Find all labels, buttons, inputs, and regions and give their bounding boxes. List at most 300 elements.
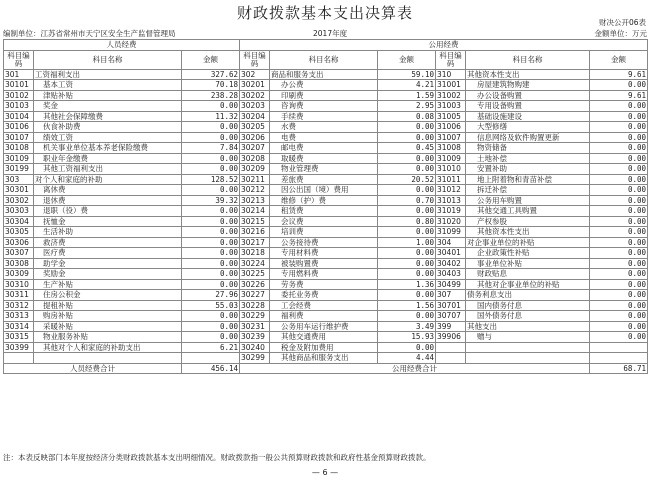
name-cell: 生活补助 — [34, 227, 182, 238]
name-cell: 专用材料费 — [270, 248, 378, 259]
amount-cell: 0.00 — [378, 290, 436, 301]
code-cell: 30301 — [4, 185, 34, 196]
name-cell: 助学金 — [34, 258, 182, 269]
name-cell: 土地补偿 — [466, 153, 590, 164]
code-cell: 30109 — [4, 153, 34, 164]
code-cell: 30226 — [240, 279, 270, 290]
table-row — [4, 195, 648, 206]
code-cell: 30310 — [4, 279, 34, 290]
amount-cell: 0.00 — [590, 321, 648, 332]
code-cell: 30214 — [240, 206, 270, 217]
amount-cell: 9.61 — [590, 90, 648, 101]
name-cell: 伙食补助费 — [34, 122, 182, 133]
code-cell: 30299 — [240, 353, 270, 364]
public-header: 公用经费 — [240, 40, 648, 51]
code-cell: 30707 — [436, 311, 466, 322]
amount-cell: 0.00 — [590, 227, 648, 238]
name-cell: 医疗费 — [34, 248, 182, 259]
amount-cell: 4.44 — [378, 353, 436, 364]
amount-cell: 0.00 — [378, 269, 436, 280]
amount-cell: 0.00 — [182, 332, 240, 343]
amount-cell: 0.00 — [378, 311, 436, 322]
code-cell: 31012 — [436, 185, 466, 196]
code-header: 科目编码 — [4, 50, 34, 69]
personnel-total-value: 456.14 — [182, 363, 240, 374]
amount-unit: 金额单位：万元 — [594, 29, 647, 38]
table-row — [4, 69, 648, 80]
table-row — [4, 237, 648, 248]
amount-cell: 0.00 — [378, 206, 436, 217]
amount-cell: 0.00 — [590, 332, 648, 343]
amount-cell: 0.00 — [182, 122, 240, 133]
code-cell: 31010 — [436, 164, 466, 175]
code-cell: 30217 — [240, 237, 270, 248]
name-cell: 水费 — [270, 122, 378, 133]
name-cell: 其他商品和服务支出 — [270, 353, 378, 364]
amount-cell: 0.00 — [182, 258, 240, 269]
code-cell: 310 — [436, 69, 466, 80]
code-cell — [4, 353, 34, 364]
code-cell: 31011 — [436, 174, 466, 185]
code-cell: 31001 — [436, 80, 466, 91]
code-cell: 30205 — [240, 122, 270, 133]
amount-cell: 0.00 — [182, 248, 240, 259]
code-cell — [436, 342, 466, 353]
code-cell: 31002 — [436, 90, 466, 101]
amount-cell: 0.00 — [182, 153, 240, 164]
name-cell: 其他社会保障缴费 — [34, 111, 182, 122]
name-cell: 商品和服务支出 — [270, 69, 378, 80]
code-cell: 301 — [4, 69, 34, 80]
name-cell: 维修（护）费 — [270, 195, 378, 206]
totals-row — [4, 363, 648, 374]
amount-cell: 1.59 — [378, 90, 436, 101]
code-cell: 30303 — [4, 206, 34, 217]
code-cell: 30202 — [240, 90, 270, 101]
code-cell: 30305 — [4, 227, 34, 238]
name-cell: 工资福利支出 — [34, 69, 182, 80]
table-row — [4, 279, 648, 290]
amount-cell: 0.70 — [378, 195, 436, 206]
amount-cell: 1.56 — [378, 300, 436, 311]
name-cell: 租赁费 — [270, 206, 378, 217]
amount-cell: 39.32 — [182, 195, 240, 206]
code-cell: 30209 — [240, 164, 270, 175]
code-cell: 30227 — [240, 290, 270, 301]
code-cell: 30239 — [240, 332, 270, 343]
amount-cell: 7.84 — [182, 143, 240, 154]
name-cell: 专用燃料费 — [270, 269, 378, 280]
amount-header: 金额 — [590, 50, 648, 69]
name-cell: 工会经费 — [270, 300, 378, 311]
table-row — [4, 342, 648, 353]
name-cell: 企业政策性补贴 — [466, 248, 590, 259]
name-cell: 公务用车购置 — [466, 195, 590, 206]
name-cell: 对企事业单位的补贴 — [466, 237, 590, 248]
code-cell: 303 — [4, 174, 34, 185]
name-cell: 其他对企事业单位的补贴 — [466, 279, 590, 290]
code-cell: 30103 — [4, 101, 34, 112]
name-cell: 福利费 — [270, 311, 378, 322]
code-cell: 31013 — [436, 195, 466, 206]
amount-cell: 0.45 — [378, 143, 436, 154]
amount-cell: 0.00 — [182, 311, 240, 322]
table-row — [4, 185, 648, 196]
table-row — [4, 290, 648, 301]
table-row — [4, 216, 648, 227]
table-row — [4, 122, 648, 133]
name-cell: 安置补助 — [466, 164, 590, 175]
code-cell: 30207 — [240, 143, 270, 154]
code-cell: 30101 — [4, 80, 34, 91]
amount-cell: 0.00 — [378, 248, 436, 259]
public-total-label: 公用经费合计 — [240, 363, 590, 374]
table-row — [4, 174, 648, 185]
table-row — [4, 332, 648, 343]
page-number: — 6 — — [311, 468, 339, 477]
table-row — [4, 132, 648, 143]
table-row — [4, 80, 648, 91]
code-cell: 30307 — [4, 248, 34, 259]
table-row — [4, 248, 648, 259]
name-cell: 其他交通费用 — [270, 332, 378, 343]
amount-cell: 0.00 — [182, 132, 240, 143]
amount-cell: 2.95 — [378, 101, 436, 112]
name-cell: 提租补贴 — [34, 300, 182, 311]
name-cell: 公务用车运行维护费 — [270, 321, 378, 332]
code-cell: 30231 — [240, 321, 270, 332]
code-cell: 30216 — [240, 227, 270, 238]
code-cell: 30212 — [240, 185, 270, 196]
name-cell: 会议费 — [270, 216, 378, 227]
name-cell — [34, 353, 182, 364]
amount-cell: 0.00 — [182, 101, 240, 112]
code-cell: 302 — [240, 69, 270, 80]
amount-cell: 128.52 — [182, 174, 240, 185]
name-cell: 产权参股 — [466, 216, 590, 227]
name-cell: 物业管理费 — [270, 164, 378, 175]
name-cell: 房屋建筑物购建 — [466, 80, 590, 91]
name-cell: 专用设备购置 — [466, 101, 590, 112]
footnote: 注：本表反映部门本年度按经济分类财政拨款基本支出明细情况。财政拨款指一般公共预算财政拨款和政府性基金预算财政拨款。 — [3, 453, 431, 462]
amount-cell: 0.00 — [182, 279, 240, 290]
amount-cell: 0.00 — [182, 164, 240, 175]
code-cell: 31009 — [436, 153, 466, 164]
amount-cell: 0.00 — [378, 122, 436, 133]
code-cell: 31007 — [436, 132, 466, 143]
amount-cell: 11.32 — [182, 111, 240, 122]
page-title: 财政拨款基本支出决算表 — [236, 4, 413, 22]
code-cell: 30107 — [4, 132, 34, 143]
code-cell: 30203 — [240, 101, 270, 112]
amount-cell — [590, 342, 648, 353]
table-row — [4, 206, 648, 217]
amount-cell: 0.00 — [590, 185, 648, 196]
name-cell: 奖励金 — [34, 269, 182, 280]
expenditure-table — [3, 39, 648, 374]
amount-cell: 0.00 — [590, 206, 648, 217]
amount-cell: 1.36 — [378, 279, 436, 290]
table-row — [4, 300, 648, 311]
amount-cell: 0.08 — [378, 111, 436, 122]
code-cell: 30224 — [240, 258, 270, 269]
code-cell: 30106 — [4, 122, 34, 133]
amount-header: 金额 — [182, 50, 240, 69]
name-cell: 离休费 — [34, 185, 182, 196]
name-header: 科目名称 — [270, 50, 378, 69]
name-cell: 国内债务付息 — [466, 300, 590, 311]
name-cell: 拆迁补偿 — [466, 185, 590, 196]
name-cell: 劳务费 — [270, 279, 378, 290]
name-cell: 其他对个人和家庭的补助支出 — [34, 342, 182, 353]
amount-cell: 0.00 — [378, 185, 436, 196]
code-cell: 30218 — [240, 248, 270, 259]
name-cell: 退休费 — [34, 195, 182, 206]
table-row — [4, 164, 648, 175]
amount-cell: 1.00 — [378, 237, 436, 248]
name-cell — [466, 342, 590, 353]
code-cell: 307 — [436, 290, 466, 301]
name-cell: 信息网络及软件购置更新 — [466, 132, 590, 143]
table-row — [4, 143, 648, 154]
code-cell: 31005 — [436, 111, 466, 122]
name-cell: 基本工资 — [34, 80, 182, 91]
name-cell: 印刷费 — [270, 90, 378, 101]
code-cell: 30206 — [240, 132, 270, 143]
name-cell: 被装购置费 — [270, 258, 378, 269]
name-cell: 办公费 — [270, 80, 378, 91]
name-cell: 绩效工资 — [34, 132, 182, 143]
code-cell: 30213 — [240, 195, 270, 206]
amount-cell: 0.00 — [590, 153, 648, 164]
code-cell: 30701 — [436, 300, 466, 311]
name-cell: 机关事业单位基本养老保险缴费 — [34, 143, 182, 154]
name-cell: 基础设施建设 — [466, 111, 590, 122]
code-cell: 30215 — [240, 216, 270, 227]
table-row — [4, 153, 648, 164]
code-cell: 30314 — [4, 321, 34, 332]
amount-cell: 0.00 — [590, 80, 648, 91]
amount-header: 金额 — [378, 50, 436, 69]
name-cell: 国外债务付息 — [466, 311, 590, 322]
info-row — [3, 28, 647, 38]
amount-cell: 0.80 — [378, 216, 436, 227]
name-cell: 公务接待费 — [270, 237, 378, 248]
name-cell: 物资储备 — [466, 143, 590, 154]
code-cell: 30211 — [240, 174, 270, 185]
code-cell: 31008 — [436, 143, 466, 154]
amount-cell: 0.00 — [378, 342, 436, 353]
amount-cell: 70.18 — [182, 80, 240, 91]
unit-label: 编制单位：江苏省常州市天宁区安全生产监督管理局 — [3, 29, 176, 38]
name-cell: 地上附着物和青苗补偿 — [466, 174, 590, 185]
code-cell: 30309 — [4, 269, 34, 280]
amount-cell — [182, 353, 240, 364]
amount-cell: 0.00 — [378, 227, 436, 238]
name-cell: 大型修缮 — [466, 122, 590, 133]
amount-cell: 20.52 — [378, 174, 436, 185]
code-cell: 30108 — [4, 143, 34, 154]
amount-cell: 15.93 — [378, 332, 436, 343]
table-row — [4, 258, 648, 269]
amount-cell: 0.00 — [590, 174, 648, 185]
table-row — [4, 111, 648, 122]
code-cell: 30201 — [240, 80, 270, 91]
amount-cell: 0.00 — [378, 258, 436, 269]
code-cell: 30313 — [4, 311, 34, 322]
name-cell: 对个人和家庭的补助 — [34, 174, 182, 185]
amount-cell: 9.61 — [590, 69, 648, 80]
name-cell: 赠与 — [466, 332, 590, 343]
amount-cell: 27.96 — [182, 290, 240, 301]
amount-cell: 6.21 — [182, 342, 240, 353]
amount-cell: 0.00 — [182, 269, 240, 280]
amount-cell: 0.00 — [378, 164, 436, 175]
table-row — [4, 101, 648, 112]
amount-cell: 0.00 — [590, 101, 648, 112]
code-cell: 30401 — [436, 248, 466, 259]
amount-cell: 0.00 — [590, 311, 648, 322]
amount-cell: 238.28 — [182, 90, 240, 101]
code-cell: 30306 — [4, 237, 34, 248]
name-header: 科目名称 — [34, 50, 182, 69]
code-cell — [436, 353, 466, 364]
code-cell: 30403 — [436, 269, 466, 280]
code-cell: 30402 — [436, 258, 466, 269]
amount-cell: 4.21 — [378, 80, 436, 91]
name-cell: 生产补贴 — [34, 279, 182, 290]
name-cell — [466, 353, 590, 364]
code-cell: 31006 — [436, 122, 466, 133]
amount-cell: 0.00 — [182, 227, 240, 238]
amount-cell: 0.00 — [378, 153, 436, 164]
code-cell: 304 — [436, 237, 466, 248]
code-cell: 31099 — [436, 227, 466, 238]
table-row — [4, 227, 648, 238]
year-label: 2017年度 — [313, 29, 348, 38]
code-cell: 30104 — [4, 111, 34, 122]
name-cell: 其他资本性支出 — [466, 69, 590, 80]
amount-cell: 55.03 — [182, 300, 240, 311]
personnel-total-label: 人员经费合计 — [4, 363, 182, 374]
name-cell: 电费 — [270, 132, 378, 143]
amount-cell: 0.00 — [182, 321, 240, 332]
name-cell: 津贴补贴 — [34, 90, 182, 101]
amount-cell: 0.00 — [590, 258, 648, 269]
amount-cell: 0.00 — [590, 290, 648, 301]
name-cell: 办公设备购置 — [466, 90, 590, 101]
public-total-value: 68.71 — [590, 363, 648, 374]
code-cell: 30229 — [240, 311, 270, 322]
code-cell: 30228 — [240, 300, 270, 311]
name-cell: 邮电费 — [270, 143, 378, 154]
amount-cell: 0.00 — [590, 143, 648, 154]
amount-cell: 0.00 — [590, 132, 648, 143]
code-cell: 30240 — [240, 342, 270, 353]
name-cell: 抚恤金 — [34, 216, 182, 227]
code-cell: 30499 — [436, 279, 466, 290]
name-cell: 财政贴息 — [466, 269, 590, 280]
code-cell: 30302 — [4, 195, 34, 206]
amount-cell: 0.00 — [590, 216, 648, 227]
amount-cell: 0.00 — [590, 237, 648, 248]
code-cell: 30312 — [4, 300, 34, 311]
code-cell: 30311 — [4, 290, 34, 301]
amount-cell: 0.00 — [182, 185, 240, 196]
name-cell: 培训费 — [270, 227, 378, 238]
code-header: 科目编码 — [436, 50, 466, 69]
name-cell: 委托业务费 — [270, 290, 378, 301]
amount-cell: 0.00 — [590, 122, 648, 133]
table-id: 财决公开06表 — [598, 18, 646, 27]
amount-cell: 0.00 — [182, 206, 240, 217]
code-cell: 30315 — [4, 332, 34, 343]
amount-cell: 0.00 — [590, 248, 648, 259]
amount-cell: 0.00 — [590, 111, 648, 122]
name-cell: 住房公积金 — [34, 290, 182, 301]
amount-cell: 0.00 — [590, 164, 648, 175]
amount-cell: 0.00 — [182, 216, 240, 227]
name-cell: 退职（役）费 — [34, 206, 182, 217]
amount-cell — [590, 353, 648, 364]
section-header-row — [4, 40, 648, 51]
table-row — [4, 353, 648, 364]
name-cell: 差旅费 — [270, 174, 378, 185]
table-row — [4, 90, 648, 101]
table-row — [4, 311, 648, 322]
code-header: 科目编码 — [240, 50, 270, 69]
code-cell: 30199 — [4, 164, 34, 175]
table-row — [4, 321, 648, 332]
code-cell: 399 — [436, 321, 466, 332]
name-cell: 其他资本性支出 — [466, 227, 590, 238]
name-cell: 取暖费 — [270, 153, 378, 164]
amount-cell: 327.62 — [182, 69, 240, 80]
code-cell: 30399 — [4, 342, 34, 353]
table-row — [4, 269, 648, 280]
code-cell: 31020 — [436, 216, 466, 227]
code-cell: 30204 — [240, 111, 270, 122]
amount-cell: 59.10 — [378, 69, 436, 80]
code-cell: 30102 — [4, 90, 34, 101]
name-cell: 因公出国（境）费用 — [270, 185, 378, 196]
name-header: 科目名称 — [466, 50, 590, 69]
amount-cell: 0.00 — [378, 132, 436, 143]
name-cell: 其他支出 — [466, 321, 590, 332]
amount-cell: 0.00 — [590, 269, 648, 280]
amount-cell: 3.49 — [378, 321, 436, 332]
name-cell: 手续费 — [270, 111, 378, 122]
code-cell: 30304 — [4, 216, 34, 227]
name-cell: 物业服务补贴 — [34, 332, 182, 343]
name-cell: 采暖补贴 — [34, 321, 182, 332]
amount-cell: 0.00 — [590, 279, 648, 290]
personnel-header: 人员经费 — [4, 40, 240, 51]
name-cell: 救济费 — [34, 237, 182, 248]
name-cell: 其他工资福利支出 — [34, 164, 182, 175]
code-cell: 31003 — [436, 101, 466, 112]
name-cell: 税金及附加费用 — [270, 342, 378, 353]
name-cell: 奖金 — [34, 101, 182, 112]
amount-cell: 0.00 — [590, 300, 648, 311]
code-cell: 31019 — [436, 206, 466, 217]
code-cell: 30208 — [240, 153, 270, 164]
name-cell: 其他交通工具购置 — [466, 206, 590, 217]
name-cell: 事业单位补贴 — [466, 258, 590, 269]
name-cell: 购房补贴 — [34, 311, 182, 322]
amount-cell: 0.00 — [590, 195, 648, 206]
name-cell: 咨询费 — [270, 101, 378, 112]
